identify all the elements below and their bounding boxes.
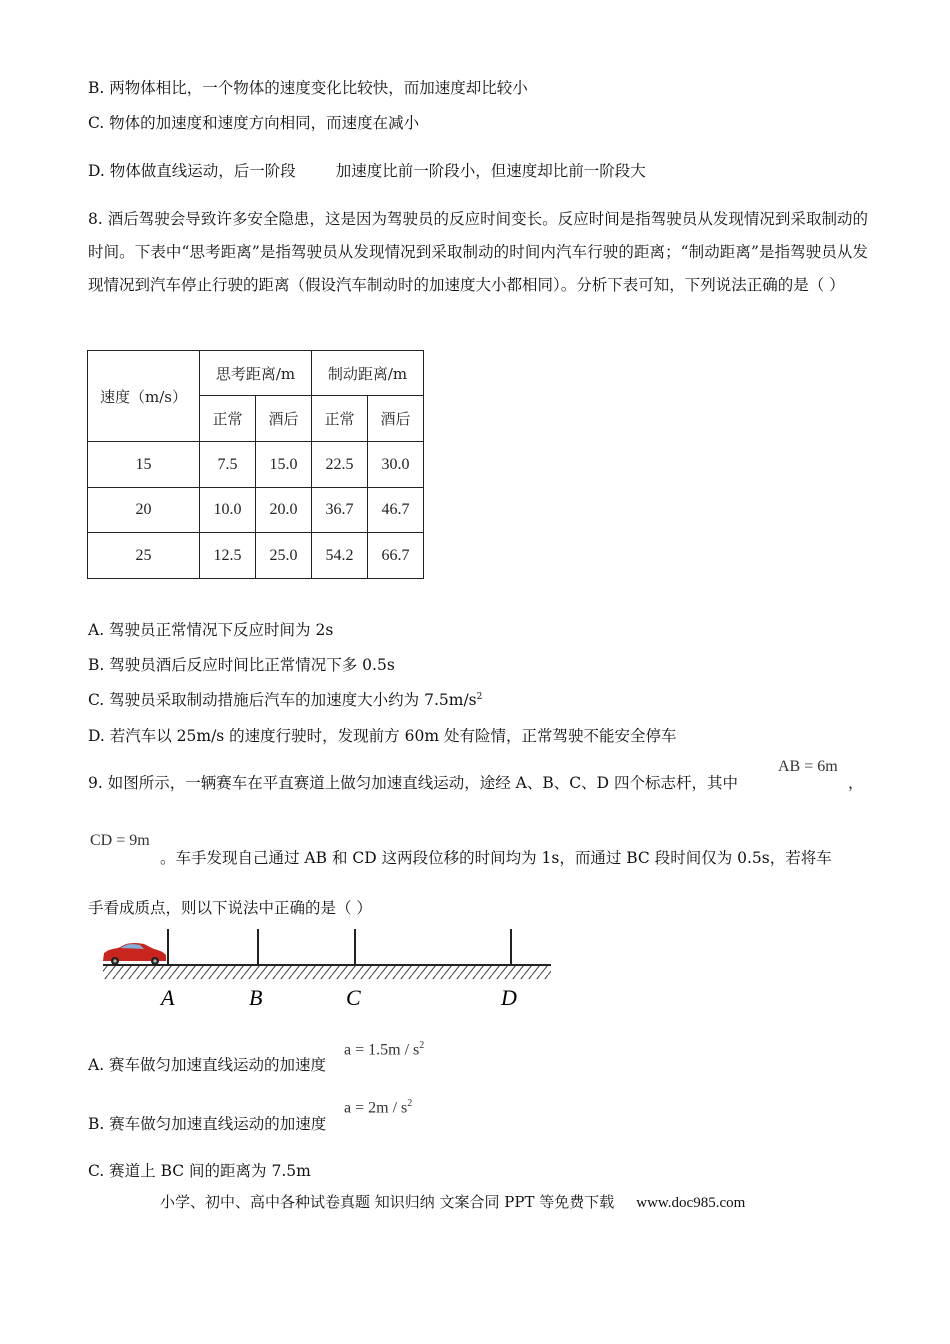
q8-data-table [87,350,424,579]
cell-brake-drunk: 46.7 [368,488,424,533]
q7-option-d-part1: D. 物体做直线运动，后一阶段 [88,162,296,180]
table-row [88,488,424,533]
subheader-think-normal: 正常 [200,396,256,442]
q7-option-b: B. 两物体相比，一个物体的速度变化比较快，而加速度却比较小 [88,79,528,97]
q8-stem: 8. 酒后驾驶会导致许多安全隐患，这是因为驾驶员的反应时间变长。反应时间是指驾驶员从发现情况到采取制动的时间。下表中“思考距离”是指驾驶员从发现情况到采取制动的时间内汽车行驶的距离；“制动距离”是指驾驶员从发现情况到汽车停止行驶的距离（假设汽车制动时的加速度大小都相同）。分析下表可知，下列说法正确的是（ ） [88,210,868,294]
q8-option-b: B. 驾驶员酒后反应时间比正常情况下多 0.5s [88,656,395,674]
label-d: D [501,985,517,1010]
label-c: C [346,985,361,1010]
q8-option-c-text: C. 驾驶员采取制动措施后汽车的加速度大小约为 7.5m/s [88,691,477,709]
q7-option-d-part2: 加速度比前一阶段小，但速度却比前一阶段大 [335,162,646,180]
cell-speed: 25 [88,533,200,579]
subheader-brake-drunk: 酒后 [368,396,424,442]
q9-option-b-superscript: 2 [407,1098,413,1109]
cell-think-drunk: 15.0 [256,442,312,488]
label-a: A [161,985,175,1010]
table-row [88,442,424,488]
cell-think-normal: 10.0 [200,488,256,533]
q8-option-a: A. 驾驶员正常情况下反应时间为 2s [88,621,334,639]
cell-brake-drunk: 66.7 [368,533,424,579]
label-b: B [249,985,263,1010]
cell-think-drunk: 25.0 [256,533,312,579]
q9-stem-line1: 9. 如图所示，一辆赛车在平直赛道上做匀加速直线运动，途经 A、B、C、D 四个标志杆，其中 [88,774,738,792]
race-track-diagram [100,925,560,1015]
q9-ab-formula: AB = 6m [778,758,838,775]
q9-option-b-formula [344,1098,412,1117]
subheader-think-drunk: 酒后 [256,396,312,442]
cell-brake-normal: 54.2 [312,533,368,579]
q9-stem-line2: 。车手发现自己通过 AB 和 CD 这两段位移的时间均为 1s，而通过 BC 段时间仅为 0.5s，若将车 [160,849,832,867]
q9-stem-line3: 手看成质点，则以下说法中正确的是（ ） [88,899,372,917]
q8-option-d: D. 若汽车以 25m/s 的速度行驶时，发现前方 60m 处有险情，正常驾驶不能安全停车 [88,727,677,745]
q9-option-a-formula [344,1040,424,1059]
q8-option-c [88,688,482,710]
q9-option-b-math: a = 2m / s [344,1099,408,1117]
track-hatching [103,965,551,979]
q9-option-a-math: a = 1.5m / s [344,1041,420,1059]
q9-cd-formula: CD = 9m [90,832,150,849]
q8-option-c-superscript: 2 [476,691,483,702]
q9-option-a: A. 赛车做匀加速直线运动的加速度 [88,1056,327,1074]
cell-think-drunk: 20.0 [256,488,312,533]
cell-brake-normal: 22.5 [312,442,368,488]
cell-brake-drunk: 30.0 [368,442,424,488]
q9-option-a-superscript: 2 [419,1040,425,1051]
subheader-brake-normal: 正常 [312,396,368,442]
q7-option-c: C. 物体的加速度和速度方向相同，而速度在减小 [88,114,420,132]
header-think-distance: 思考距离/m [200,351,312,396]
q7-option-d [88,159,646,181]
header-brake-distance: 制动距离/m [312,351,424,396]
cell-speed: 15 [88,442,200,488]
cell-think-normal: 7.5 [200,442,256,488]
cell-brake-normal: 36.7 [312,488,368,533]
cell-speed: 20 [88,488,200,533]
header-speed: 速度（m/s） [88,351,200,442]
cell-think-normal: 12.5 [200,533,256,579]
footer-url[interactable]: www.doc985.com [636,1195,746,1211]
q9-comma: ， [848,774,864,792]
footer-text: 小学、初中、高中各种试卷真题 知识归纳 文案合同 PPT 等免费下载 [160,1193,615,1211]
race-car-icon [103,943,166,965]
page-footer [160,1191,745,1212]
q9-option-b: B. 赛车做匀加速直线运动的加速度 [88,1115,327,1133]
table-row [88,533,424,579]
q9-option-c: C. 赛道上 BC 间的距离为 7.5m [88,1162,311,1180]
